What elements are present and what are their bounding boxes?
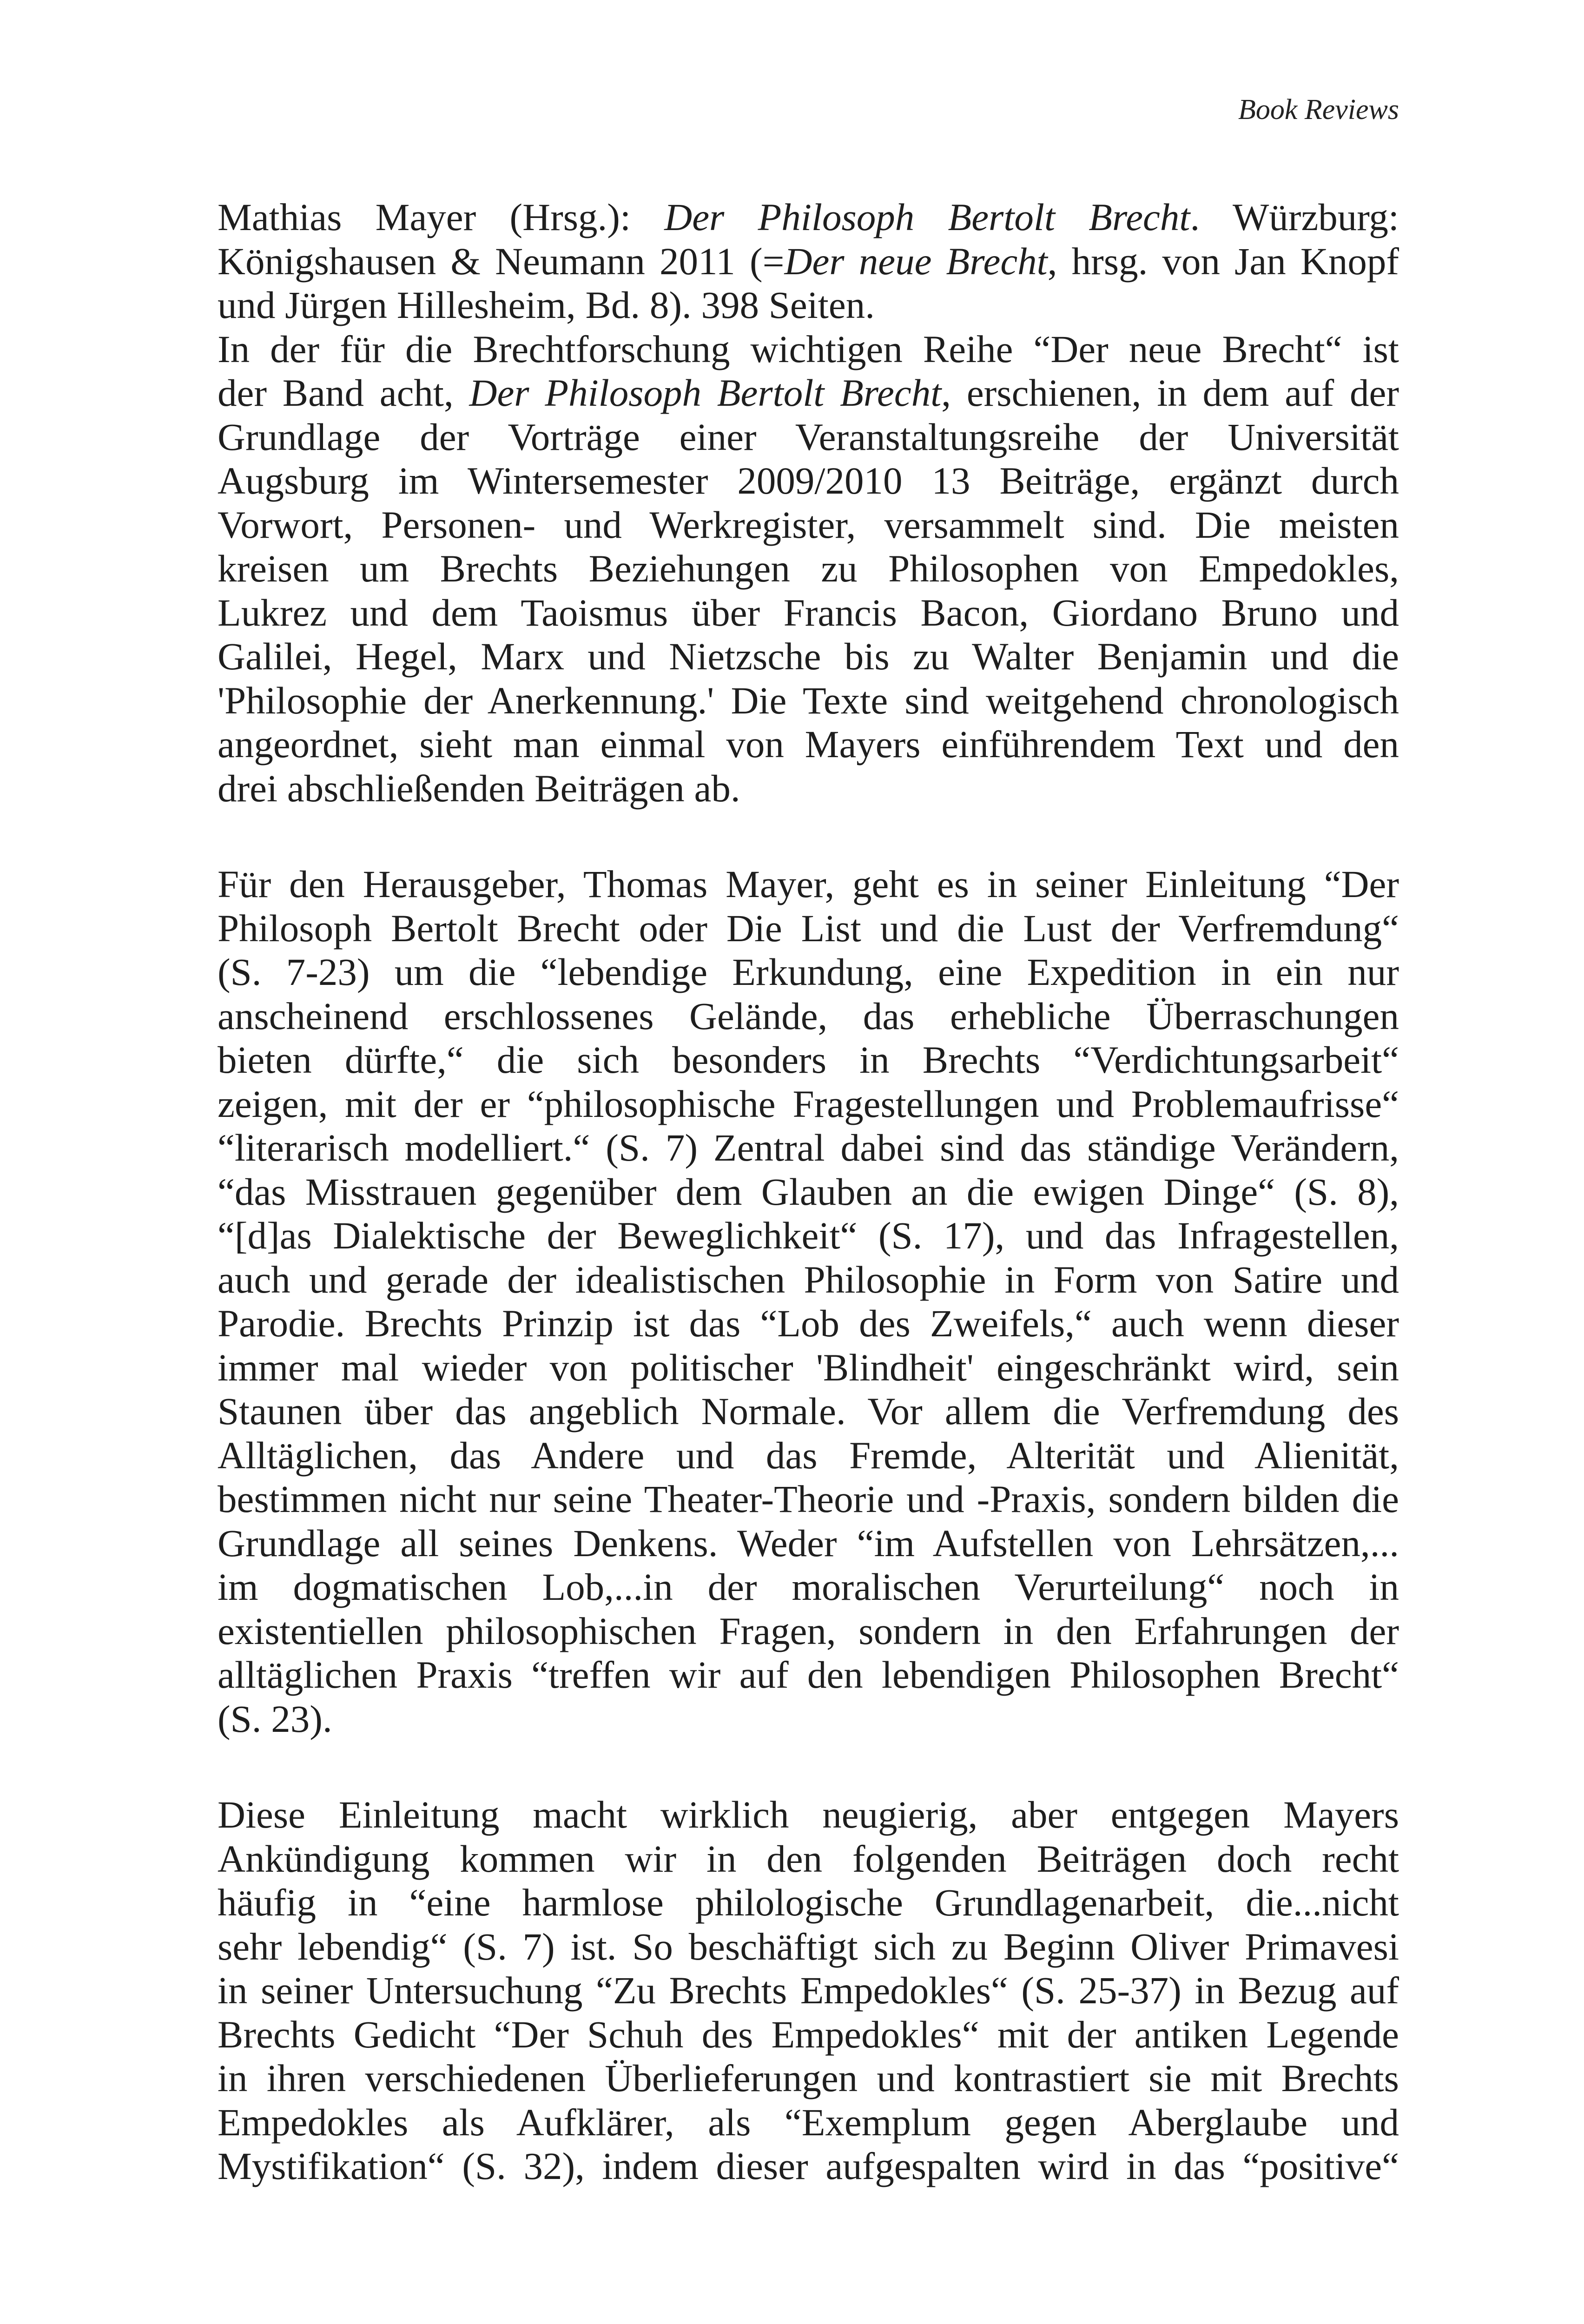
text-run: “das Misstrauen gegenüber dem Glauben an die ewigen Dinge“ (S. 8), (218, 1170, 1399, 1213)
text-line (218, 2144, 1399, 2188)
text-run: Grundlage all seines Denkens. Weder “im Aufstellen von Lehrsätzen,... (218, 1521, 1399, 1565)
text-run: kreisen um Brechts Beziehungen zu Philosophen von Empedokles, (218, 547, 1399, 590)
text-run: , hrsg. von Jan Knopf (1047, 239, 1399, 283)
text-run: In der für die Brechtforschung wichtigen Reihe “Der neue Brecht“ ist (218, 327, 1399, 370)
text-line (218, 327, 1399, 371)
italic-title: Der Philosoph Bertolt Brecht (664, 196, 1190, 238)
text-run: Staunen über das angeblich Normale. Vor allem die Verfremdung des (218, 1390, 1399, 1433)
text-run: Augsburg im Wintersemester 2009/2010 13 Beiträge, ergänzt durch (218, 459, 1399, 502)
text-run: der Band acht, (218, 371, 469, 414)
text-line (218, 950, 1399, 994)
text-line (218, 634, 1399, 679)
review-body (218, 195, 1399, 2188)
text-line (218, 1521, 1399, 1565)
text-line (218, 1697, 1399, 1741)
bibliographic-entry (218, 195, 1399, 327)
text-line (218, 862, 1399, 906)
text-run: sehr lebendig“ (S. 7) ist. So beschäftigt sich zu Beginn Oliver Primavesi (218, 1925, 1399, 1968)
text-run: Königshausen & Neumann 2011 (= (218, 239, 785, 283)
text-line (218, 195, 1399, 239)
text-run: Parodie. Brechts Prinzip ist das “Lob des Zweifels,“ auch wenn dieser (218, 1302, 1399, 1345)
text-run: Lukrez und dem Taoismus über Francis Bacon, Giordano Bruno und (218, 591, 1399, 634)
text-line (218, 766, 1399, 811)
text-line (218, 1881, 1399, 1925)
text-run: Mystifikation“ (S. 32), indem dieser aufgespalten wird in das “positive“ (218, 2145, 1399, 2187)
text-run: bieten dürfte,“ die sich besonders in Brechts “Verdichtungsarbeit“ (218, 1038, 1399, 1081)
text-run: Ankündigung kommen wir in den folgenden Beiträgen doch recht (218, 1837, 1399, 1880)
text-run: und Jürgen Hillesheim, Bd. 8). 398 Seiten. (218, 284, 875, 326)
review-paragraph (218, 327, 1399, 811)
text-line (218, 1653, 1399, 1697)
review-paragraphs (218, 327, 1399, 2188)
text-line (218, 994, 1399, 1038)
running-head: Book Reviews (1238, 94, 1399, 125)
text-line (218, 283, 1399, 327)
text-line (218, 1968, 1399, 2013)
text-line (218, 1082, 1399, 1126)
text-run: alltäglichen Praxis “treffen wir auf den lebendigen Philosophen Brecht“ (218, 1653, 1399, 1696)
text-run: “literarisch modelliert.“ (S. 7) Zentral dabei sind das ständige Verändern, (218, 1126, 1399, 1169)
text-line (218, 1038, 1399, 1082)
text-line (218, 1925, 1399, 1969)
text-run: bestimmen nicht nur seine Theater-Theorie und -Praxis, sondern bilden die (218, 1478, 1399, 1520)
text-line (218, 1301, 1399, 1346)
text-run: zeigen, mit der er “philosophische Fragestellungen und Problemaufrisse“ (218, 1082, 1399, 1125)
text-line (218, 1258, 1399, 1302)
text-line (218, 1609, 1399, 1653)
text-run: Galilei, Hegel, Marx und Nietzsche bis zu Walter Benjamin und die (218, 635, 1399, 678)
text-run: Für den Herausgeber, Thomas Mayer, geht es in seiner Einleitung “Der (218, 863, 1399, 905)
text-run: 'Philosophie der Anerkennung.' Die Texte sind weitgehend chronologisch (218, 679, 1399, 722)
text-run: Philosoph Bertolt Brecht oder Die List und die Lust der Verfremdung“ (218, 906, 1399, 950)
text-run: Alltäglichen, das Andere und das Fremde, Alterität und Alienität, (218, 1433, 1399, 1477)
text-run: anscheinend erschlossenes Gelände, das erhebliche Überraschungen (218, 994, 1399, 1037)
text-line (218, 1477, 1399, 1521)
text-run: in ihren verschiedenen Überlieferungen und kontrastiert sie mit Brechts (218, 2057, 1399, 2100)
text-run: Brechts Gedicht “Der Schuh des Empedokles“ mit der antiken Legende (218, 2013, 1399, 2056)
text-line (218, 1793, 1399, 1837)
text-line (218, 722, 1399, 766)
text-run: . Würzburg: (1190, 196, 1399, 238)
text-run: existentiellen philosophischen Fragen, sondern in den Erfahrungen der (218, 1609, 1399, 1652)
text-line (218, 503, 1399, 547)
text-run: immer mal wieder von politischer 'Blindheit' eingeschränkt wird, sein (218, 1346, 1399, 1389)
text-run: Empedokles als Aufklärer, als “Exemplum gegen Aberglaube und (218, 2100, 1399, 2144)
text-line (218, 239, 1399, 284)
text-line (218, 1389, 1399, 1433)
text-run: Mathias Mayer (Hrsg.): (218, 196, 665, 238)
text-run: auch und gerade der idealistischen Philosophie in Form von Satire und (218, 1258, 1399, 1301)
review-paragraph (218, 1793, 1399, 2188)
text-line (218, 1346, 1399, 1390)
text-line (218, 2013, 1399, 2057)
text-run: häufig in “eine harmlose philologische Grundlagenarbeit, die...nicht (218, 1881, 1399, 1924)
text-run: drei abschließenden Beiträgen ab. (218, 766, 740, 810)
text-run: angeordnet, sieht man einmal von Mayers einführendem Text und den (218, 723, 1399, 766)
text-line (218, 1837, 1399, 1881)
italic-title: Der Philosoph Bertolt Brecht (469, 371, 942, 414)
text-run: Grundlage der Vorträge einer Veranstaltungsreihe der Universität (218, 415, 1399, 458)
text-line (218, 415, 1399, 459)
text-run: , erschienen, in dem auf der (941, 371, 1399, 414)
text-line (218, 547, 1399, 591)
text-line (218, 2100, 1399, 2145)
text-line (218, 906, 1399, 951)
text-line (218, 2056, 1399, 2100)
text-run: in seiner Untersuchung “Zu Brechts Empedokles“ (S. 25-37) in Bezug auf (218, 1969, 1399, 2012)
text-line (218, 371, 1399, 415)
text-line (218, 459, 1399, 503)
italic-title: Der neue Brecht (784, 239, 1048, 283)
text-line (218, 1126, 1399, 1170)
text-run: im dogmatischen Lob,...in der moralischen Verurteilung“ noch in (218, 1565, 1399, 1608)
text-run: Vorwort, Personen- und Werkregister, versammelt sind. Die meisten (218, 503, 1399, 546)
text-run: “[d]as Dialektische der Beweglichkeit“ (S. 17), und das Infragestellen, (218, 1214, 1399, 1257)
text-line (218, 1565, 1399, 1609)
text-line (218, 591, 1399, 635)
text-line (218, 1433, 1399, 1478)
review-paragraph (218, 862, 1399, 1741)
text-line (218, 1170, 1399, 1214)
text-line (218, 1214, 1399, 1258)
text-run: Diese Einleitung macht wirklich neugierig, aber entgegen Mayers (218, 1793, 1399, 1836)
text-run: (S. 23). (218, 1697, 332, 1740)
text-line (218, 679, 1399, 723)
text-run: (S. 7-23) um die “lebendige Erkundung, eine Expedition in ein nur (218, 951, 1399, 993)
